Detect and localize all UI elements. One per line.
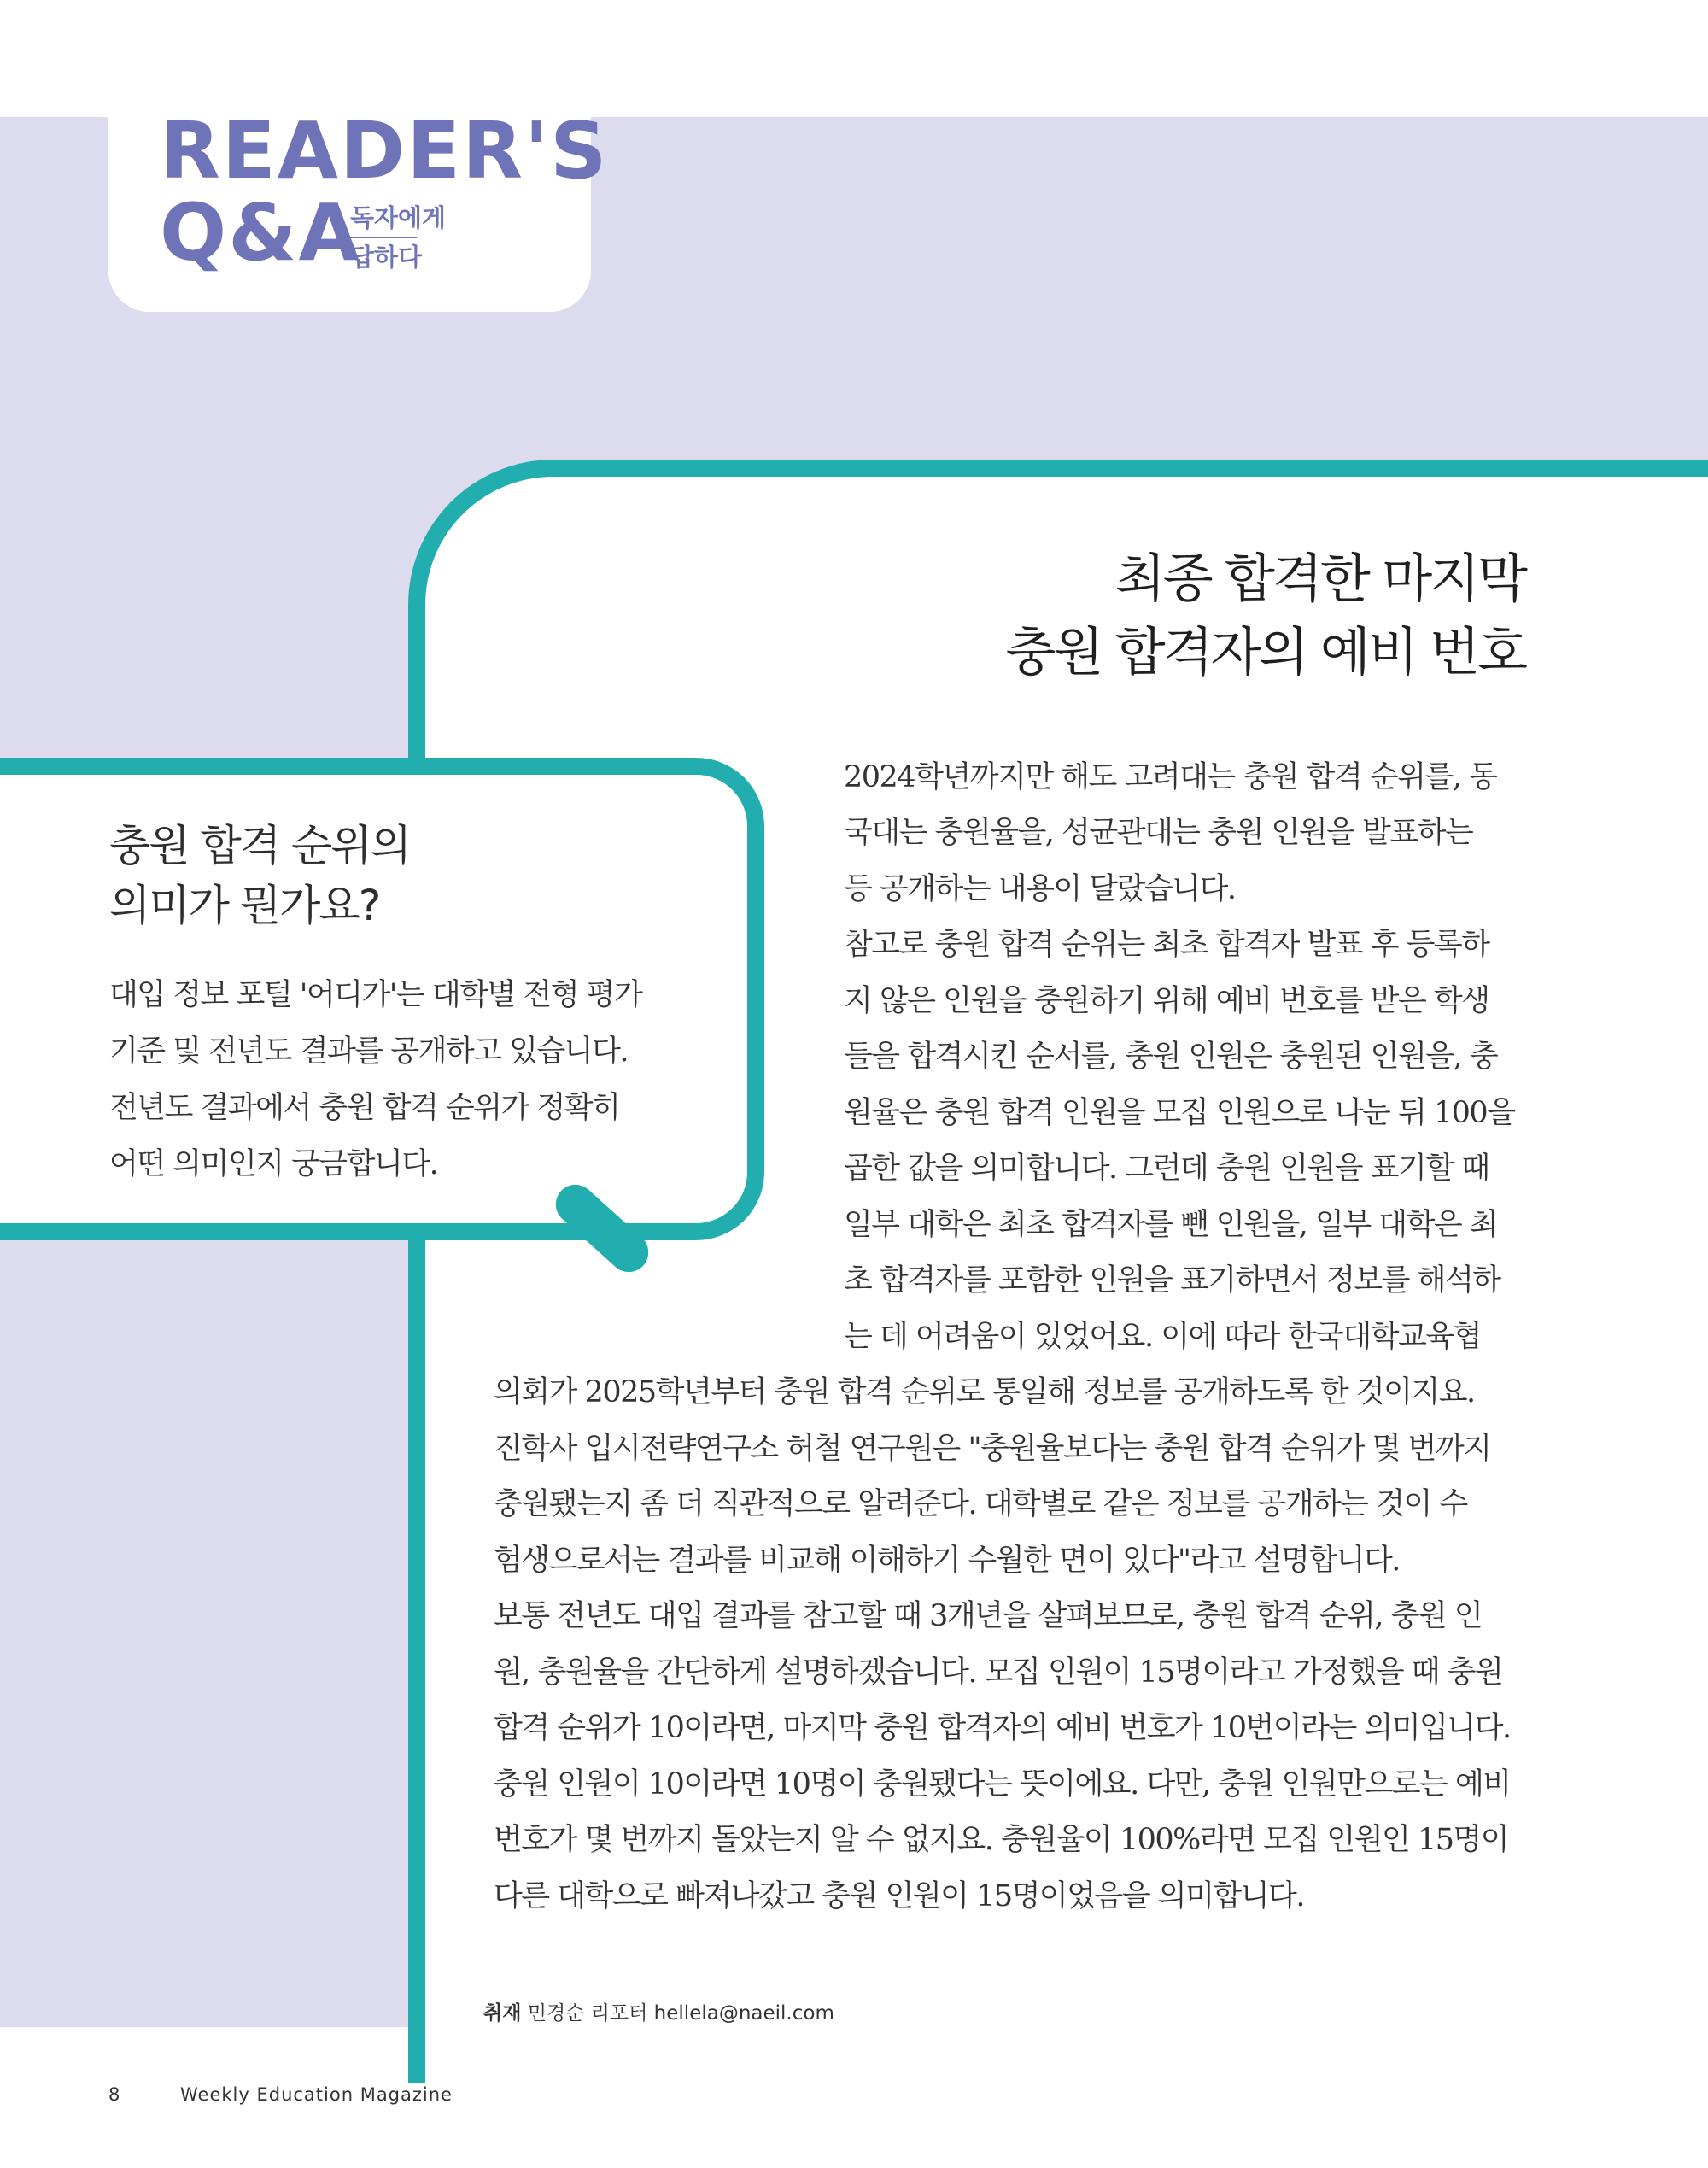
- answer-title: [1006, 542, 1525, 689]
- question-body-line: 기준 및 전년도 결과를 공개하고 있습니다.: [109, 1034, 629, 1069]
- section-title-line1: READER'S: [160, 105, 609, 196]
- answer-title-line: 최종 합격한 마지막: [1114, 548, 1525, 609]
- answer-body-line: 는 데 어려움이 있었어요. 이에 따라 한국대학교육협: [844, 1320, 1481, 1354]
- section-subtitle: [350, 199, 446, 276]
- page-footer: [108, 2084, 453, 2105]
- answer-body-line: 일부 대학은 최초 합격자를 뺀 인원을, 일부 대학은 최: [844, 1208, 1498, 1242]
- credit-label: 취재: [483, 2002, 522, 2024]
- answer-body-line: 들을 합격시킨 순서를, 충원 인원은 충원된 인원을, 충: [844, 1040, 1498, 1074]
- answer-body-line: 초 합격자를 포함한 인원을 표기하면서 정보를 해석하: [844, 1263, 1500, 1298]
- answer-body-line: 국대는 충원율을, 성균관대는 충원 인원을 발표하는: [844, 816, 1473, 850]
- question-title-line: 의미가 뭔가요?: [109, 881, 380, 930]
- answer-body-line: 참고로 충원 합격 순위는 최초 합격자 발표 후 등록하: [844, 928, 1489, 962]
- answer-body-line: 지 않은 인원을 충원하기 위해 예비 번호를 받은 학생: [844, 984, 1489, 1018]
- answer-title-line: 충원 합격자의 예비 번호: [1005, 622, 1525, 683]
- answer-body-line: 험생으로서는 결과를 비교해 이해하기 수월한 면이 있다"라고 설명합니다.: [494, 1544, 1400, 1578]
- question-title: [109, 816, 410, 935]
- section-title-line2: Q&A: [160, 187, 361, 278]
- subtitle-line2: 답하다: [350, 237, 417, 276]
- answer-body-line: 다른 대학으로 빠져나갔고 충원 인원이 15명이었음을 의미합니다.: [494, 1879, 1304, 1913]
- page-number: 8: [108, 2084, 120, 2105]
- answer-body-line: 곱한 값을 의미합니다. 그런데 충원 인원을 표기할 때: [844, 1151, 1489, 1186]
- question-title-line: 충원 합격 순위의: [109, 821, 410, 870]
- answer-body-line: 의회가 2025학년부터 충원 합격 순위로 통일해 정보를 공개하도록 한 것이지요.: [494, 1375, 1475, 1409]
- answer-body-line: 충원됐는지 좀 더 직관적으로 알려준다. 대학별로 같은 정보를 공개하는 것이 수: [494, 1487, 1467, 1521]
- answer-body-line: 보통 전년도 대입 결과를 참고할 때 3개년을 살펴보므로, 충원 합격 순위, 충원 인: [494, 1599, 1483, 1633]
- question-body: [109, 967, 673, 1192]
- answer-body-line: 등 공개하는 내용이 달랐습니다.: [844, 872, 1236, 906]
- question-body-line: 전년도 결과에서 충원 합격 순위가 정확히: [109, 1091, 620, 1125]
- section-header: [108, 105, 609, 312]
- answer-body-line: 원, 충원율을 간단하게 설명하겠습니다. 모집 인원이 15명이라고 가정했을 때 충원: [494, 1655, 1503, 1690]
- answer-body-line: 충원 인원이 10이라면 10명이 충원됐다는 뜻이에요. 다만, 충원 인원만으로는 예비: [494, 1767, 1511, 1802]
- answer-body-line: 합격 순위가 10이라면, 마지막 충원 합격자의 예비 번호가 10번이라는 의미입니다.: [494, 1711, 1511, 1745]
- answer-body-line: 번호가 몇 번까지 돌았는지 알 수 없지요. 충원율이 100%라면 모집 인원인 15명이: [494, 1823, 1509, 1857]
- question-body-line: 대입 정보 포털 '어디가'는 대학별 전형 평가: [109, 978, 642, 1012]
- answer-body-line: 진학사 입시전략연구소 허철 연구원은 "충원율보다는 충원 합격 순위가 몇 번까지: [494, 1432, 1491, 1466]
- credit-text: 민경순 리포터 hellela@naeil.com: [527, 2002, 834, 2024]
- answer-body-line: 2024학년까지만 해도 고려대는 충원 합격 순위를, 동: [844, 760, 1497, 794]
- magazine-name: Weekly Education Magazine: [180, 2084, 453, 2105]
- subtitle-line1: 독자에게: [350, 203, 447, 232]
- reporter-credit: [483, 1997, 834, 2025]
- question-body-line: 어떤 의미인지 궁금합니다.: [109, 1147, 438, 1181]
- answer-body-line: 원율은 충원 합격 인원을 모집 인원으로 나눈 뒤 100을: [844, 1096, 1515, 1130]
